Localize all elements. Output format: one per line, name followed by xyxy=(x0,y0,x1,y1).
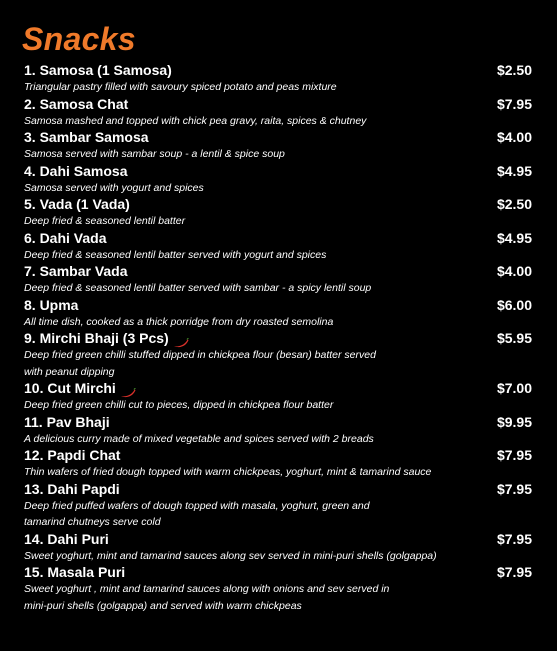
item-price: $2.50 xyxy=(496,196,532,212)
item-description xyxy=(24,465,474,480)
item-description xyxy=(24,214,474,229)
menu-item xyxy=(24,446,534,480)
menu-item xyxy=(24,229,534,263)
menu-item-header xyxy=(24,262,534,281)
menu-item xyxy=(24,296,534,330)
item-description xyxy=(24,315,474,330)
item-name: 10. Cut Mirchi xyxy=(24,380,116,396)
item-price: $7.00 xyxy=(496,380,532,396)
description-line: Deep fried & seasoned lentil batter served with sambar - a spicy lentil soup xyxy=(24,282,372,294)
item-description xyxy=(24,348,474,379)
menu-item xyxy=(24,563,534,613)
menu-item xyxy=(24,329,534,379)
description-line: with peanut dipping xyxy=(24,365,115,378)
menu-item-header xyxy=(24,229,534,248)
menu-item xyxy=(24,262,534,296)
item-name: 13. Dahi Papdi xyxy=(24,480,120,497)
description-line: All time dish, cooked as a thick porridge from dry roasted semolina xyxy=(24,315,334,328)
description-line: Deep fried puffed wafers of dough topped with masala, yoghurt, green and xyxy=(24,499,370,512)
description-line: Deep fried green chilli cut to pieces, dipped in chickpea flour batter xyxy=(24,399,334,411)
menu-item-header xyxy=(24,413,534,432)
item-price: $6.00 xyxy=(496,296,532,313)
item-name: 8. Upma xyxy=(24,296,79,313)
menu-item-header xyxy=(24,162,534,181)
menu-item xyxy=(24,128,534,162)
chili-pepper-icon xyxy=(173,334,189,344)
item-name: 3. Sambar Samosa xyxy=(24,129,149,145)
item-name: 4. Dahi Samosa xyxy=(24,162,128,179)
item-price: $7.95 xyxy=(496,530,532,547)
description-line: Sweet yoghurt , mint and tamarind sauces along with onions and sev served in xyxy=(24,583,390,595)
item-price: $9.95 xyxy=(496,413,532,430)
item-name: 14. Dahi Puri xyxy=(24,530,109,547)
item-price: $7.95 xyxy=(496,480,532,497)
item-name: 12. Papdi Chat xyxy=(24,447,121,463)
item-price: $4.95 xyxy=(496,229,532,246)
menu-item-header xyxy=(24,379,534,398)
item-name: 1. Samosa (1 Samosa) xyxy=(24,62,172,78)
item-name: 2. Samosa Chat xyxy=(24,95,129,112)
item-name: 11. Pav Bhaji xyxy=(24,413,110,430)
menu-item-header xyxy=(24,195,534,214)
menu-item-header xyxy=(24,563,534,582)
item-name: 9. Mirchi Bhaji (3 Pcs) xyxy=(24,330,169,346)
menu-item xyxy=(24,95,534,129)
menu-item-header xyxy=(24,530,534,549)
description-line: Samosa mashed and topped with chick pea gravy, raita, spices & chutney xyxy=(24,114,367,127)
item-name: 6. Dahi Vada xyxy=(24,229,107,246)
item-description xyxy=(24,181,474,196)
description-line: tamarind chutneys serve cold xyxy=(24,516,161,528)
item-price: $4.95 xyxy=(496,162,532,179)
item-price: $5.95 xyxy=(496,330,532,346)
item-description xyxy=(24,398,474,413)
item-description xyxy=(24,499,474,530)
menu-item-header xyxy=(24,61,534,80)
menu-item xyxy=(24,379,534,413)
item-description xyxy=(24,582,474,613)
item-name: 7. Sambar Vada xyxy=(24,263,128,279)
item-description xyxy=(24,147,474,162)
item-name: 5. Vada (1 Vada) xyxy=(24,196,130,212)
description-line: mini-puri shells (golgappa) and served with warm chickpeas xyxy=(24,599,302,612)
description-line: Deep fried & seasoned lentil batter xyxy=(24,215,186,227)
chili-pepper-icon xyxy=(120,384,136,394)
menu-item-header xyxy=(24,480,534,499)
menu-item xyxy=(24,413,534,447)
item-price: $4.00 xyxy=(496,263,532,279)
description-line: Samosa served with yogurt and spices xyxy=(24,181,204,194)
item-price: $4.00 xyxy=(496,129,532,145)
description-line: Sweet yoghurt, mint and tamarind sauces along sev served in mini-puri shells (golgappa) xyxy=(24,549,437,562)
menu-item xyxy=(24,195,534,229)
menu-item xyxy=(24,530,534,564)
item-name: 15. Masala Puri xyxy=(24,564,126,580)
description-line: Deep fried green chilli stuffed dipped in chickpea flour (besan) batter served xyxy=(24,349,376,361)
item-price: $7.95 xyxy=(496,447,532,463)
item-description xyxy=(24,281,474,296)
menu-item-list xyxy=(24,61,534,613)
item-price: $7.95 xyxy=(496,95,532,112)
menu-title: Snacks xyxy=(22,21,136,57)
description-line: Samosa served with sambar soup - a lentil & spice soup xyxy=(24,148,285,160)
description-line: Deep fried & seasoned lentil batter served with yogurt and spices xyxy=(24,248,327,261)
description-line: Thin wafers of fried dough topped with warm chickpeas, yoghurt, mint & tamarind sauce xyxy=(24,466,432,478)
menu-item xyxy=(24,61,534,95)
menu-item-header xyxy=(24,329,534,348)
menu-item-header xyxy=(24,446,534,465)
item-price: $7.95 xyxy=(496,564,532,580)
description-line: A delicious curry made of mixed vegetable and spices served with 2 breads xyxy=(24,432,374,445)
menu-item-header xyxy=(24,128,534,147)
item-price: $2.50 xyxy=(496,62,532,78)
item-description xyxy=(24,432,474,447)
menu-item-header xyxy=(24,296,534,315)
item-description xyxy=(24,248,474,263)
menu-item xyxy=(24,162,534,196)
item-description xyxy=(24,549,474,564)
item-description xyxy=(24,80,474,95)
description-line: Triangular pastry filled with savoury spiced potato and peas mixture xyxy=(24,81,337,93)
menu-item xyxy=(24,480,534,530)
menu-item-header xyxy=(24,95,534,114)
item-description xyxy=(24,114,474,129)
